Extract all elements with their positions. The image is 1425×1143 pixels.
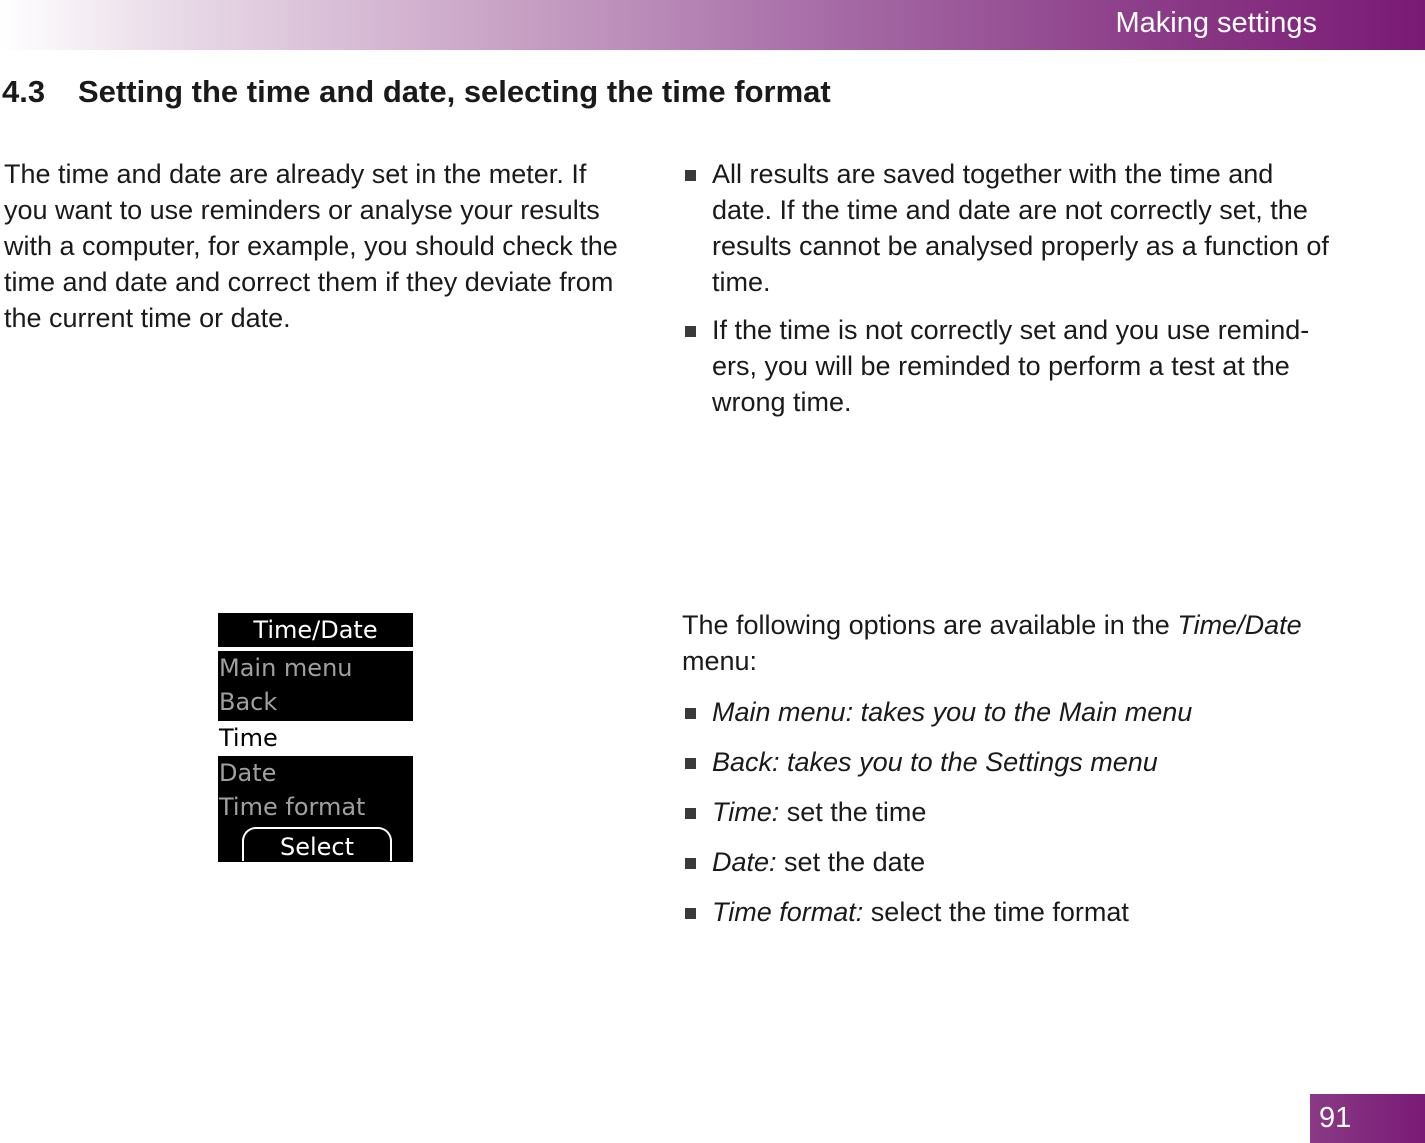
option-label: Main menu: takes you to the Main menu [712, 697, 1193, 727]
bullet-square-icon [685, 326, 696, 337]
list-item [682, 312, 1332, 420]
options-intro-suffix: menu: [682, 646, 758, 676]
intro-paragraph: The time and date are already set in the meter. If you want to use reminders or analyse your results with a computer, for example, you should check the time and date and correct them if they deviate from the current time or date. [4, 159, 618, 333]
options-intro-prefix: The following options are available in the [682, 610, 1178, 640]
option-desc: set the date [776, 847, 926, 877]
options-intro-menu-name: Time/Date [1177, 610, 1302, 640]
note-text: All results are saved together with the time and date. If the time and date are not correctly set, the results cannot be analysed properly as a function of time. [712, 159, 1329, 297]
section-title: Setting the time and date, selecting the time format [78, 74, 831, 109]
list-item [682, 894, 1322, 930]
option-desc: select the time format [863, 897, 1129, 927]
bullet-square-icon [685, 708, 696, 719]
note-text: If the time is not correctly set and you use remind-ers, you will be reminded to perform a test at the wrong time. [712, 315, 1310, 417]
section-heading [2, 74, 831, 110]
list-item [682, 794, 1322, 830]
list-item [682, 844, 1322, 880]
option-label: Date: [712, 847, 777, 877]
meter-screen [218, 613, 413, 862]
screen-item-back: Back [219, 688, 278, 716]
bullet-square-icon [685, 170, 696, 181]
notes-list [682, 156, 1332, 432]
options-list [682, 694, 1322, 944]
screen-title: Time/Date [218, 613, 413, 647]
list-item [682, 156, 1332, 300]
screen-menu-block-top [218, 651, 413, 721]
option-label: Time: [712, 797, 780, 827]
page-number-box [1310, 1094, 1425, 1143]
bullet-square-icon [685, 758, 696, 769]
screen-item-date: Date [219, 759, 277, 787]
bullet-square-icon [685, 858, 696, 869]
header-title: Making settings [1115, 7, 1317, 39]
screen-softkey-select: Select [242, 827, 392, 861]
option-desc: set the time [779, 797, 927, 827]
option-label: Back: takes you to the Settings menu [712, 747, 1158, 777]
page-number: 91 [1319, 1102, 1352, 1134]
option-label: Time format: [712, 897, 864, 927]
bullet-square-icon [685, 908, 696, 919]
section-number: 4.3 [2, 74, 46, 109]
options-intro [682, 607, 1322, 679]
screen-item-time-format: Time format [219, 793, 366, 821]
list-item [682, 744, 1322, 780]
screen-item-time-selected: Time [218, 721, 414, 755]
list-item [682, 694, 1322, 730]
screen-item-main-menu: Main menu [219, 654, 353, 682]
bullet-square-icon [685, 808, 696, 819]
header-bar [0, 0, 1425, 50]
